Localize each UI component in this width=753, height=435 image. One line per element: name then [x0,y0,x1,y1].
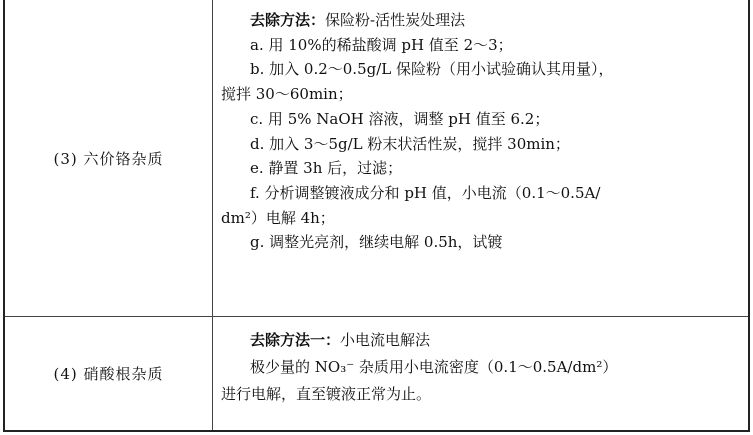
step-line: 搅拌 30～60min； [221,85,353,104]
heading-label: 去除方法： [250,11,326,29]
step-line: d. 加入 3～5g/L 粉末状活性炭，搅拌 30min； [250,134,570,153]
step-line: dm²）电解 4h； [221,208,335,227]
impurity-removal-table [3,0,750,432]
method-cell [213,0,748,316]
step-line: c. 用 5% NaOH 溶液，调整 pH 值至 6.2； [250,109,550,128]
step-line: 极少量的 NO₃⁻ 杂质用小电流密度（0.1～0.5A/dm²） [250,358,618,376]
heading-label: 去除方法一： [250,331,341,349]
impurity-label: (4) 硝酸根杂质 [5,317,213,430]
table-row [5,317,748,430]
step-line: 进行电解，直至镀液正常为止。 [221,385,432,403]
table-row [5,0,748,317]
step-line: b. 加入 0.2～0.5g/L 保险粉（用小试验确认其用量）， [250,60,614,79]
step-line: e. 静置 3h 后，过滤； [250,159,403,178]
step-line: a. 用 10%的稀盐酸调 pH 值至 2～3； [250,35,513,54]
step-line: g. 调整光亮剂，继续电解 0.5h，试镀 [250,233,503,252]
method-heading [221,8,738,33]
heading-text: 保险粉-活性炭处理法 [325,11,466,29]
impurity-label: (3) 六价铬杂质 [5,0,213,316]
method-cell [213,317,748,430]
method-heading [221,327,738,354]
heading-text: 小电流电解法 [340,331,431,349]
step-line: f. 分析调整镀液成分和 pH 值，小电流（0.1～0.5A/ [250,183,601,202]
